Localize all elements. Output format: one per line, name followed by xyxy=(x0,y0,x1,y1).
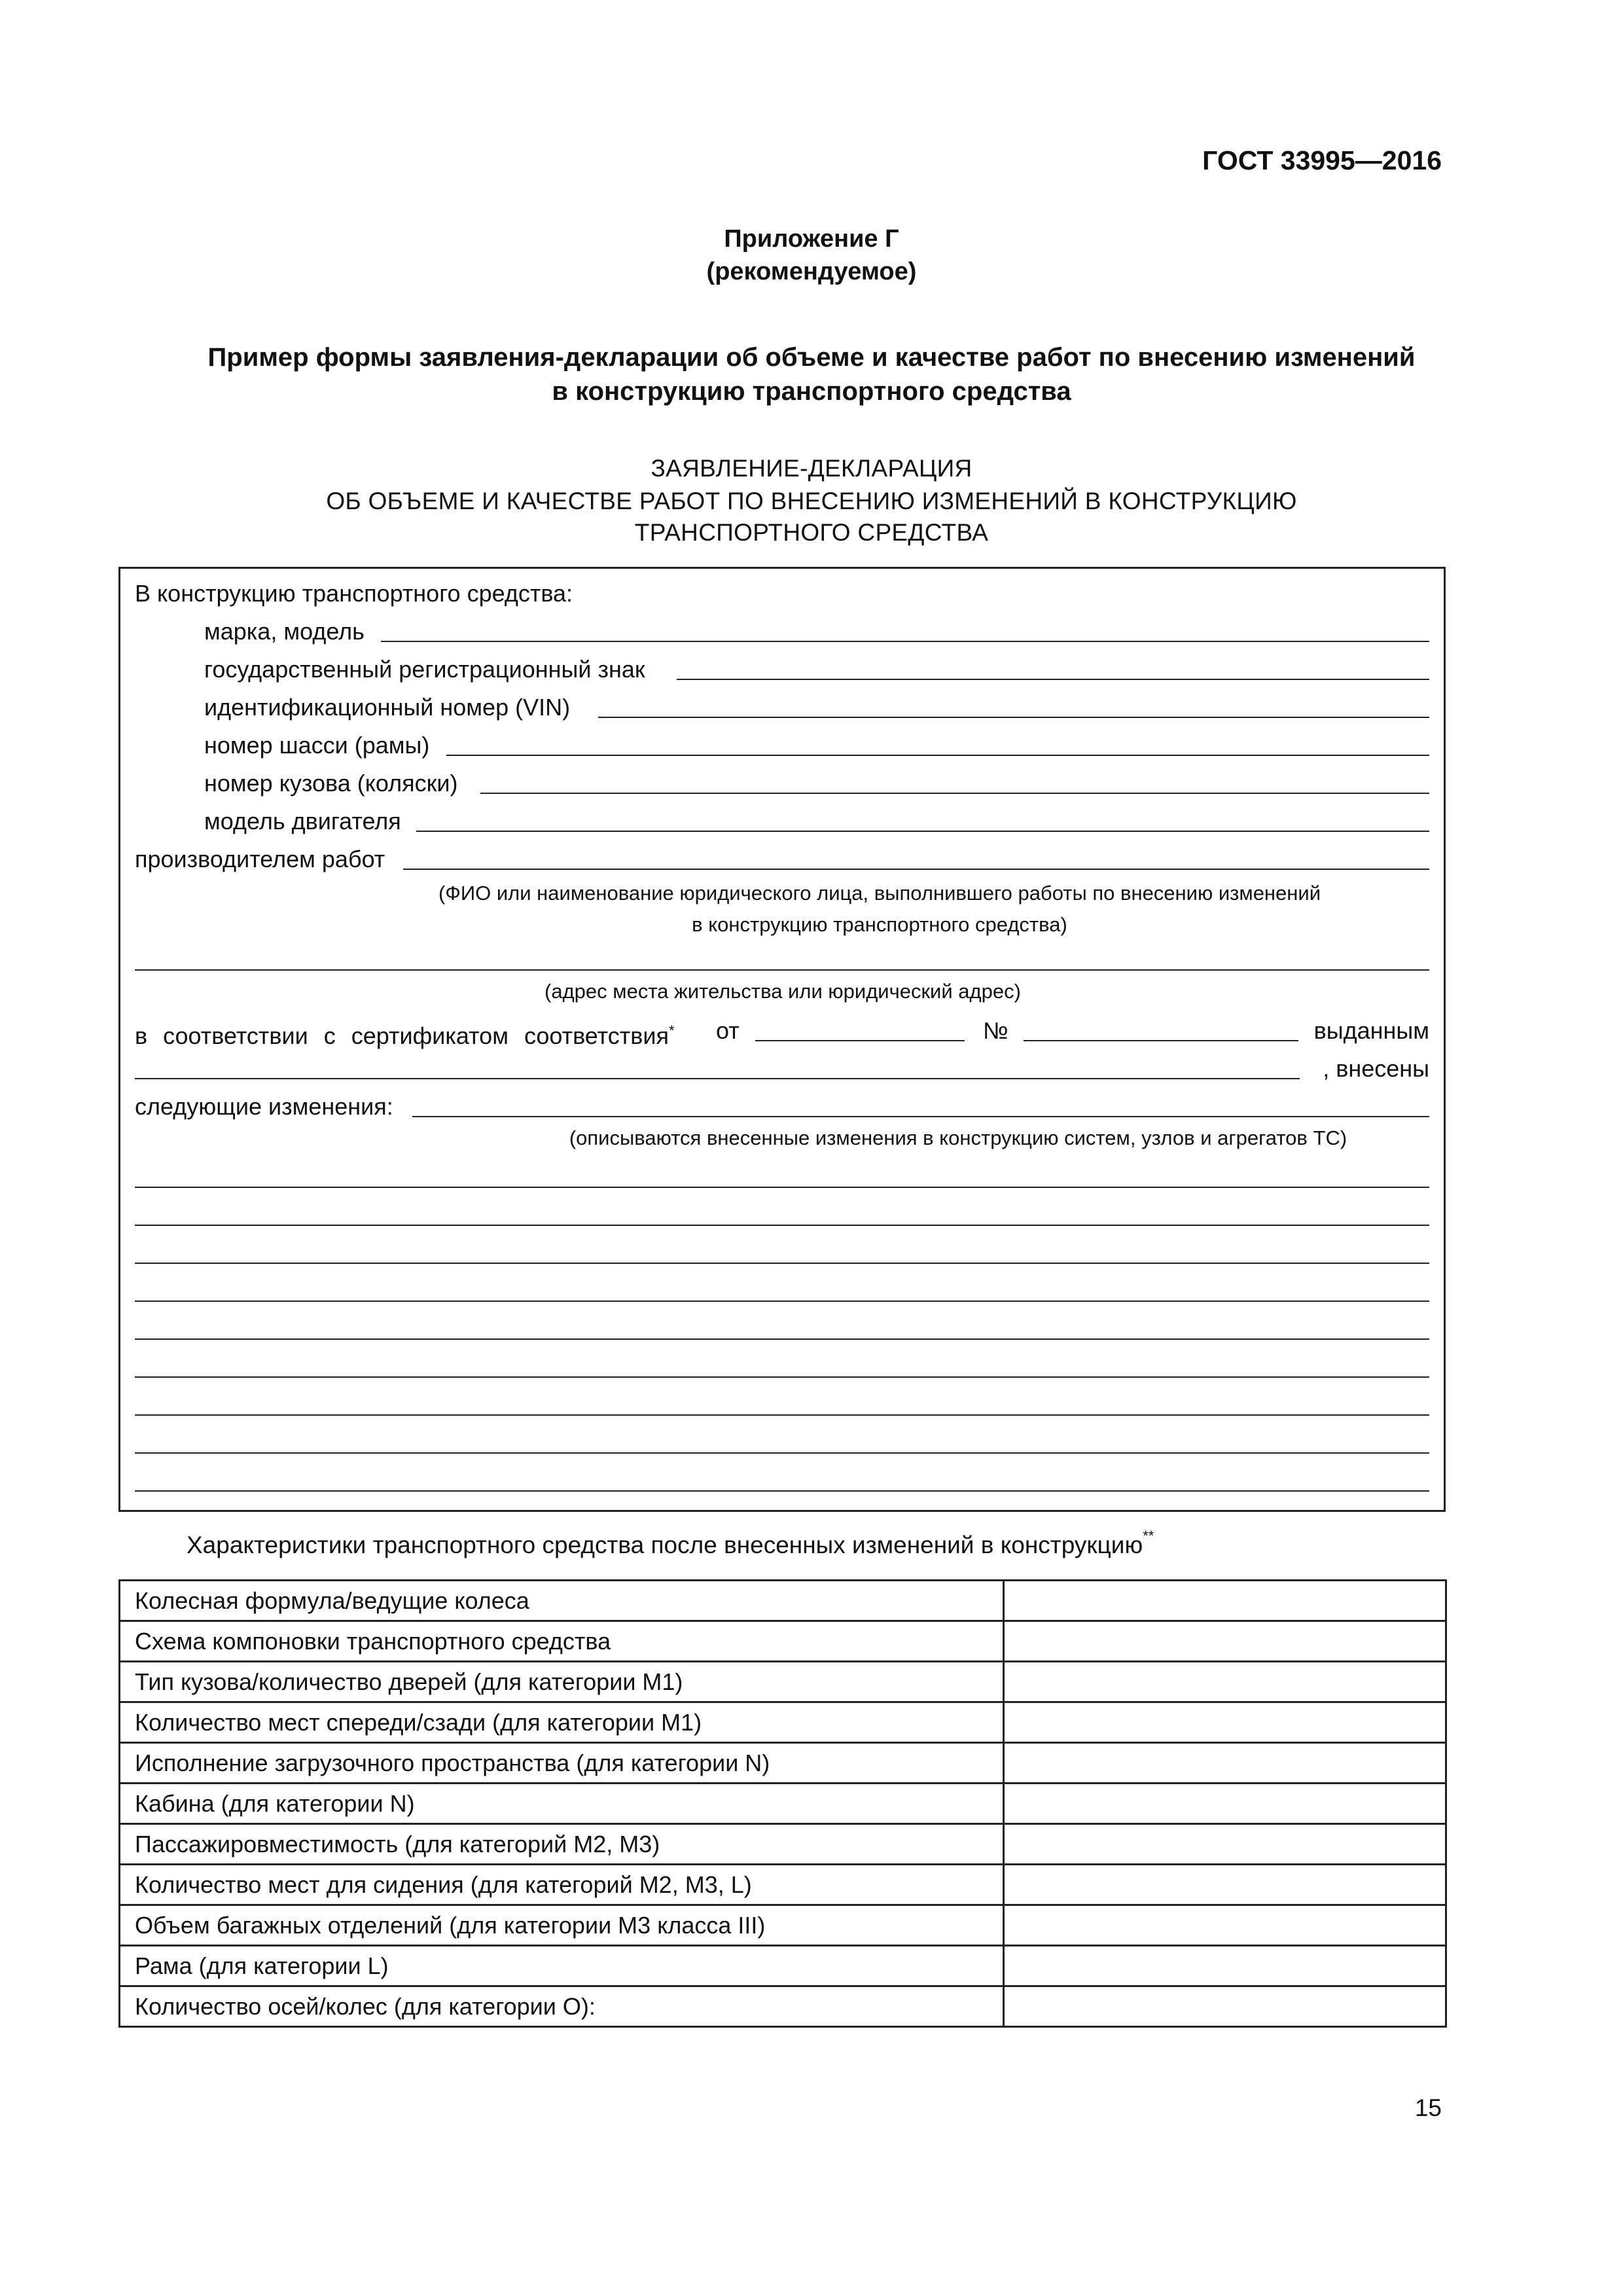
field-line-body-number[interactable] xyxy=(480,793,1429,794)
cert-footnote-mark: * xyxy=(668,1022,675,1039)
row-label: Количество осей/колес (для категории О): xyxy=(120,1986,1004,2027)
row-label: Объем багажных отделений (для категории М3 класса III) xyxy=(120,1905,1004,1946)
field-line-registration-plate[interactable] xyxy=(677,679,1429,680)
cert-prefix-text: в соответствии с сертификатом соответствия xyxy=(135,1022,669,1049)
field-line-make-model[interactable] xyxy=(381,641,1429,642)
changes-line-6[interactable] xyxy=(135,1376,1429,1378)
declaration-title-line1: ЗАЯВЛЕНИЕ-ДЕКЛАРАЦИЯ xyxy=(651,455,972,482)
cert-number-line[interactable] xyxy=(1024,1040,1298,1041)
appendix-title: Приложение Г xyxy=(724,225,899,253)
issuer-line[interactable] xyxy=(135,1078,1300,1079)
changes-line-8[interactable] xyxy=(135,1452,1429,1454)
row-value-cell[interactable] xyxy=(1004,1905,1446,1946)
changes-label: следующие изменения: xyxy=(135,1093,393,1120)
field-label-make-model: марка, модель xyxy=(204,618,365,645)
field-label-body-number: номер кузова (коляски) xyxy=(204,770,458,797)
declaration-title-line3: ТРАНСПОРТНОГО СРЕДСТВА xyxy=(634,519,989,546)
cert-from-label: от xyxy=(716,1017,740,1044)
changes-line-2[interactable] xyxy=(135,1225,1429,1226)
table-row xyxy=(120,1784,1446,1824)
field-line-engine-model[interactable] xyxy=(416,831,1429,832)
field-label-engine-model: модель двигателя xyxy=(204,808,401,834)
characteristics-footnote-mark: ** xyxy=(1143,1528,1154,1544)
cert-date-line[interactable] xyxy=(755,1040,965,1041)
field-line-vin[interactable] xyxy=(598,717,1429,718)
row-value-cell[interactable] xyxy=(1004,1743,1446,1784)
changes-line-4[interactable] xyxy=(135,1300,1429,1302)
row-label: Количество мест спереди/сзади (для категории М1) xyxy=(120,1702,1004,1743)
row-label: Рама (для категории L) xyxy=(120,1946,1004,1986)
row-value-cell[interactable] xyxy=(1004,1784,1446,1824)
row-label: Колесная формула/ведущие колеса xyxy=(120,1581,1004,1621)
table-row xyxy=(120,1905,1446,1946)
producer-label: производителем работ xyxy=(135,846,385,872)
producer-note-line1: (ФИО или наименование юридического лица, выполнившего работы по внесению изменений xyxy=(438,882,1321,905)
field-line-chassis-number[interactable] xyxy=(446,755,1429,756)
row-value-cell[interactable] xyxy=(1004,1581,1446,1621)
producer-note-line2: в конструкцию транспортного средства) xyxy=(692,913,1067,936)
page-number: 15 xyxy=(1414,2094,1442,2121)
table-row xyxy=(120,1702,1446,1743)
row-label: Кабина (для категории N) xyxy=(120,1784,1004,1824)
introduced-label: , внесены xyxy=(1323,1055,1429,1082)
table-row xyxy=(120,1865,1446,1905)
changes-line-5[interactable] xyxy=(135,1338,1429,1340)
table-row xyxy=(120,1662,1446,1702)
cert-prefix xyxy=(135,1016,675,1050)
field-label-vin: идентификационный номер (VIN) xyxy=(204,694,571,721)
address-line[interactable] xyxy=(135,969,1429,971)
cert-number-label: № xyxy=(983,1017,1008,1044)
characteristics-title-text: Характеристики транспортного средства после внесенных изменений в конструкцию xyxy=(187,1532,1143,1558)
cert-issued-label: выданным xyxy=(1313,1017,1429,1044)
form-intro: В конструкцию транспортного средства: xyxy=(135,580,573,607)
table-row xyxy=(120,1824,1446,1865)
row-value-cell[interactable] xyxy=(1004,1986,1446,2027)
changes-line[interactable] xyxy=(412,1116,1429,1117)
row-label: Исполнение загрузочного пространства (для категории N) xyxy=(120,1743,1004,1784)
row-label: Схема компоновки транспортного средства xyxy=(120,1621,1004,1662)
changes-line-3[interactable] xyxy=(135,1263,1429,1264)
row-label: Тип кузова/количество дверей (для категории М1) xyxy=(120,1662,1004,1702)
changes-note: (описываются внесенные изменения в конструкцию систем, узлов и агрегатов ТС) xyxy=(569,1126,1347,1149)
table-row xyxy=(120,1986,1446,2027)
declaration-title-line2: ОБ ОБЪЕМЕ И КАЧЕСТВЕ РАБОТ ПО ВНЕСЕНИЮ ИЗМЕНЕНИЙ В КОНСТРУКЦИЮ xyxy=(326,488,1297,514)
row-label: Количество мест для сидения (для категорий М2, М3, L) xyxy=(120,1865,1004,1905)
row-label: Пассажировместимость (для категорий М2, М3) xyxy=(120,1824,1004,1865)
table-row xyxy=(120,1621,1446,1662)
row-value-cell[interactable] xyxy=(1004,1865,1446,1905)
appendix-type: (рекомендуемое) xyxy=(706,258,917,285)
producer-line[interactable] xyxy=(403,869,1429,870)
changes-line-1[interactable] xyxy=(135,1187,1429,1188)
field-label-chassis-number: номер шасси (рамы) xyxy=(204,732,430,759)
address-note: (адрес места жительства или юридический адрес) xyxy=(544,980,1021,1003)
standard-number: ГОСТ 33995—2016 xyxy=(1202,145,1442,175)
table-row xyxy=(120,1581,1446,1621)
characteristics-table xyxy=(118,1579,1447,2028)
declaration-form xyxy=(118,567,1446,1512)
table-row xyxy=(120,1946,1446,1986)
row-value-cell[interactable] xyxy=(1004,1621,1446,1662)
changes-line-7[interactable] xyxy=(135,1414,1429,1416)
row-value-cell[interactable] xyxy=(1004,1946,1446,1986)
table-row xyxy=(120,1743,1446,1784)
characteristics-title xyxy=(187,1528,1154,1559)
field-label-registration-plate: государственный регистрационный знак xyxy=(204,656,645,683)
row-value-cell[interactable] xyxy=(1004,1824,1446,1865)
row-value-cell[interactable] xyxy=(1004,1662,1446,1702)
row-value-cell[interactable] xyxy=(1004,1702,1446,1743)
form-heading-line2: в конструкцию транспортного средства xyxy=(552,377,1071,406)
changes-line-9[interactable] xyxy=(135,1490,1429,1492)
form-heading-line1: Пример формы заявления-декларации об объеме и качестве работ по внесению изменений xyxy=(207,343,1416,372)
